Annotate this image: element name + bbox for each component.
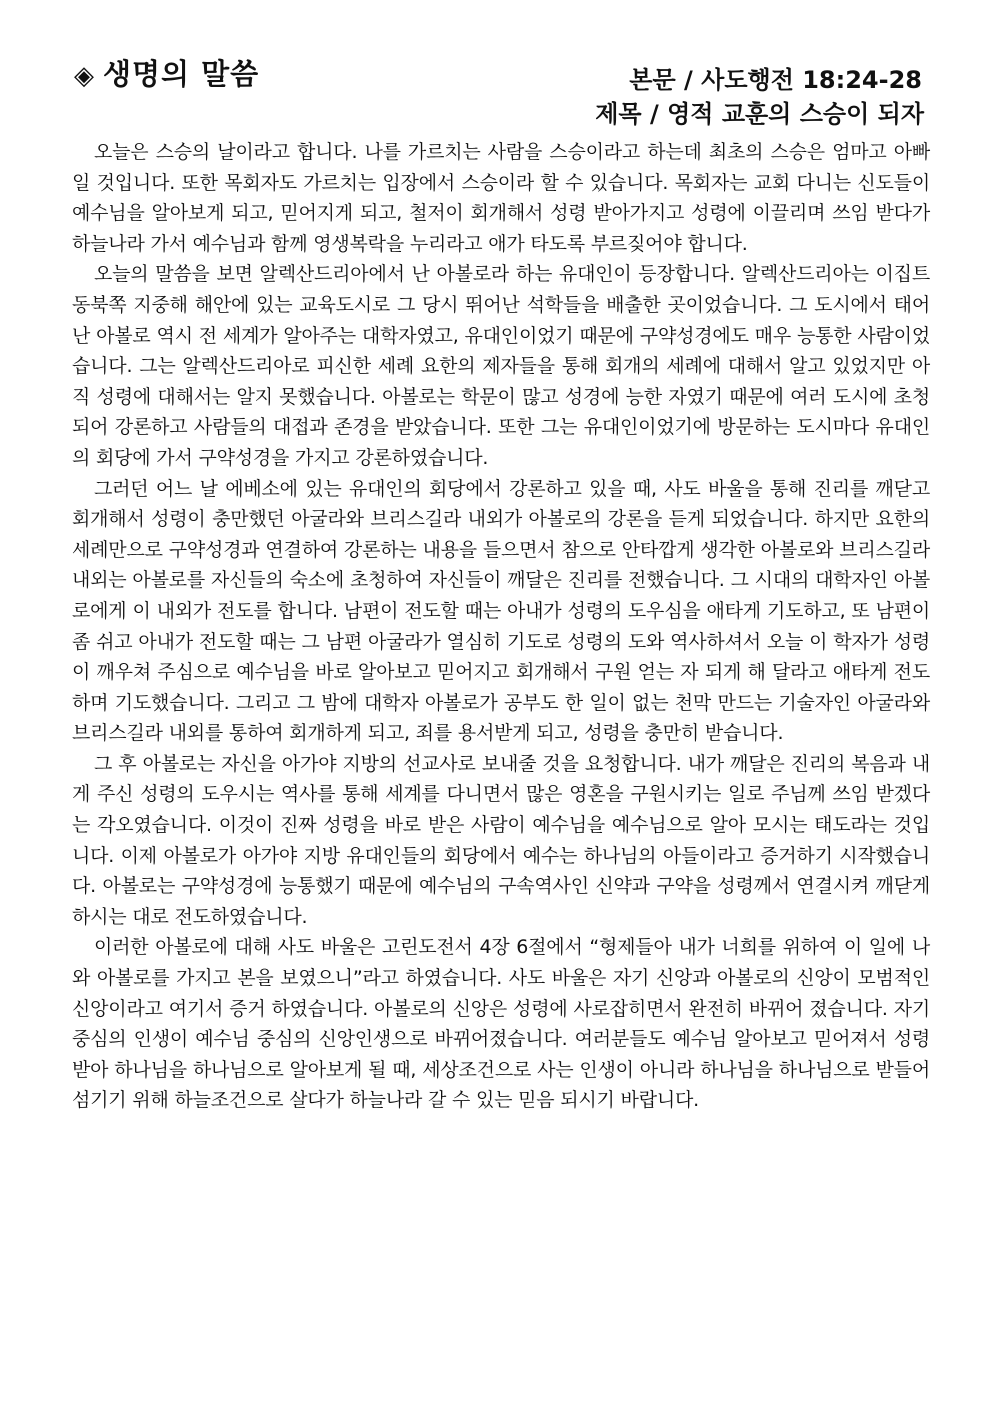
paragraph: 오늘의 말씀을 보면 알렉산드리아에서 난 아볼로라 하는 유대인이 등장합니다. 알렉산드리아는 이집트 동북쪽 지중해 해안에 있는 교육도시로 그 당시 뛰어난 석학들을 배출한 곳이었습니다. 그 도시에서 태어난 아볼로 역시 전 세계가 알아주는 대학자였고, 유대인이었기 때문에 구약성경에도 매우 능통한 사람이었습니다. 그는 알렉산드리아로 피신한 세례 요한의 제자들을 통해 회개의 세례에 대해서 알고 있었지만 아직 성령에 대해서는 알지 못했습니다. 아볼로는 학문이 많고 성경에 능한 자였기 때문에 여러 도시에 초청되어 강론하고 사람들의 대접과 존경을 받았습니다. 또한 그는 유대인이었기에 방문하는 도시마다 유대인의 회당에 가서 구약성경을 가지고 강론하였습니다. [72,263,930,469]
sermon-body [72,137,930,1116]
sermon-title-text: 영적 교훈의 스승이 되자 [667,100,924,128]
paragraph: 그러던 어느 날 에베소에 있는 유대인의 회당에서 강론하고 있을 때, 사도 바울을 통해 진리를 깨닫고 회개해서 성령이 충만했던 아굴라와 브리스길라 내외가 아볼로의 강론을 듣게 되었습니다. 하지만 요한의 세례만으로 구약성경과 연결하여 강론하는 내용을 들으면서 참으로 안타깝게 생각한 아볼로와 브리스길라 내외는 아볼로를 자신들의 숙소에 초청하여 자신들이 깨달은 진리를 전했습니다. 그 시대의 대학자인 아볼로에게 이 내외가 전도를 합니다. 남편이 전도할 때는 아내가 성령의 도우심을 애타게 기도하고, 또 남편이 좀 쉬고 아내가 전도할 때는 그 남편 아굴라가 열심히 기도로 성령의 도와 역사하셔서 오늘 이 학자가 성령이 깨우쳐 주심으로 예수님을 바로 알아보고 믿어지고 회개해서 구원 얻는 자 되게 해 달라고 애타게 전도하며 기도했습니다. 그리고 그 밤에 대학자 아볼로가 공부도 한 일이 없는 천막 만드는 기술자인 아굴라와 브리스길라 내외를 통하여 회개하게 되고, 죄를 용서받게 되고, 성령을 충만히 받습니다. [72,477,930,745]
title-label: 제목 [595,100,642,128]
sermon-title [595,94,924,129]
section-title [74,52,259,93]
scripture-reference [629,60,922,95]
scripture-ref-text: 사도행전 18:24-28 [701,66,922,94]
paragraph: 오늘은 스승의 날이라고 합니다. 나를 가르치는 사람을 스승이라고 하는데 최초의 스승은 엄마고 아빠일 것입니다. 또한 목회자도 가르치는 입장에서 스승이라 할 수 있습니다. 목회자는 교회 다니는 신도들이 예수님을 알아보게 되고, 믿어지게 되고, 철저이 회개해서 성령 받아가지고 성령에 이끌리며 쓰임 받다가 하늘나라 가서 예수님과 함께 영생복락을 누리라고 애가 타도록 부르짖어야 합니다. [72,141,930,255]
separator: / [675,66,702,94]
paragraph: 그 후 아볼로는 자신을 아가야 지방의 선교사로 보내줄 것을 요청합니다. 내가 깨달은 진리의 복음과 내게 주신 성령의 도우시는 역사를 통해 세계를 다니면서 많은 영혼을 구원시키는 일로 주님께 쓰임 받겠다는 각오였습니다. 이것이 진짜 성령을 바로 받은 사람이 예수님을 예수님으로 알아 모시는 태도라는 것입니다. 이제 아볼로가 아가야 지방 유대인들의 회당에서 예수는 하나님의 아들이라고 증거하기 시작했습니다. 아볼로는 구약성경에 능통했기 때문에 예수님의 구속역사인 신약과 구약을 성령께서 연결시켜 깨닫게 하시는 대로 전도하였습니다. [72,752,930,928]
scripture-label: 본문 [629,66,676,94]
paragraph: 이러한 아볼로에 대해 사도 바울은 고린도전서 4장 6절에서 “형제들아 내가 너희를 위하여 이 일에 나와 아볼로를 가지고 본을 보였으니”라고 하였습니다. 사도 바울은 자기 신앙과 아볼로의 신앙이 모범적인 신앙이라고 여기서 증거 하였습니다. 아볼로의 신앙은 성령에 사로잡히면서 완전히 바뀌어 졌습니다. 자기중심의 인생이 예수님 중심의 신앙인생으로 바뀌어졌습니다. 여러분들도 예수님 알아보고 믿어져서 성령 받아 하나님을 하나님으로 알아보게 될 때, 세상조건으로 사는 인생이 아니라 하나님을 하나님으로 받들어 섬기기 위해 하늘조건으로 살다가 하늘나라 갈 수 있는 믿음 되시기 바랍니다. [72,936,931,1112]
diamond-bullet-icon: ◈ [74,61,95,91]
separator: / [641,100,668,128]
section-title-text: 생명의 말씀 [103,57,260,91]
